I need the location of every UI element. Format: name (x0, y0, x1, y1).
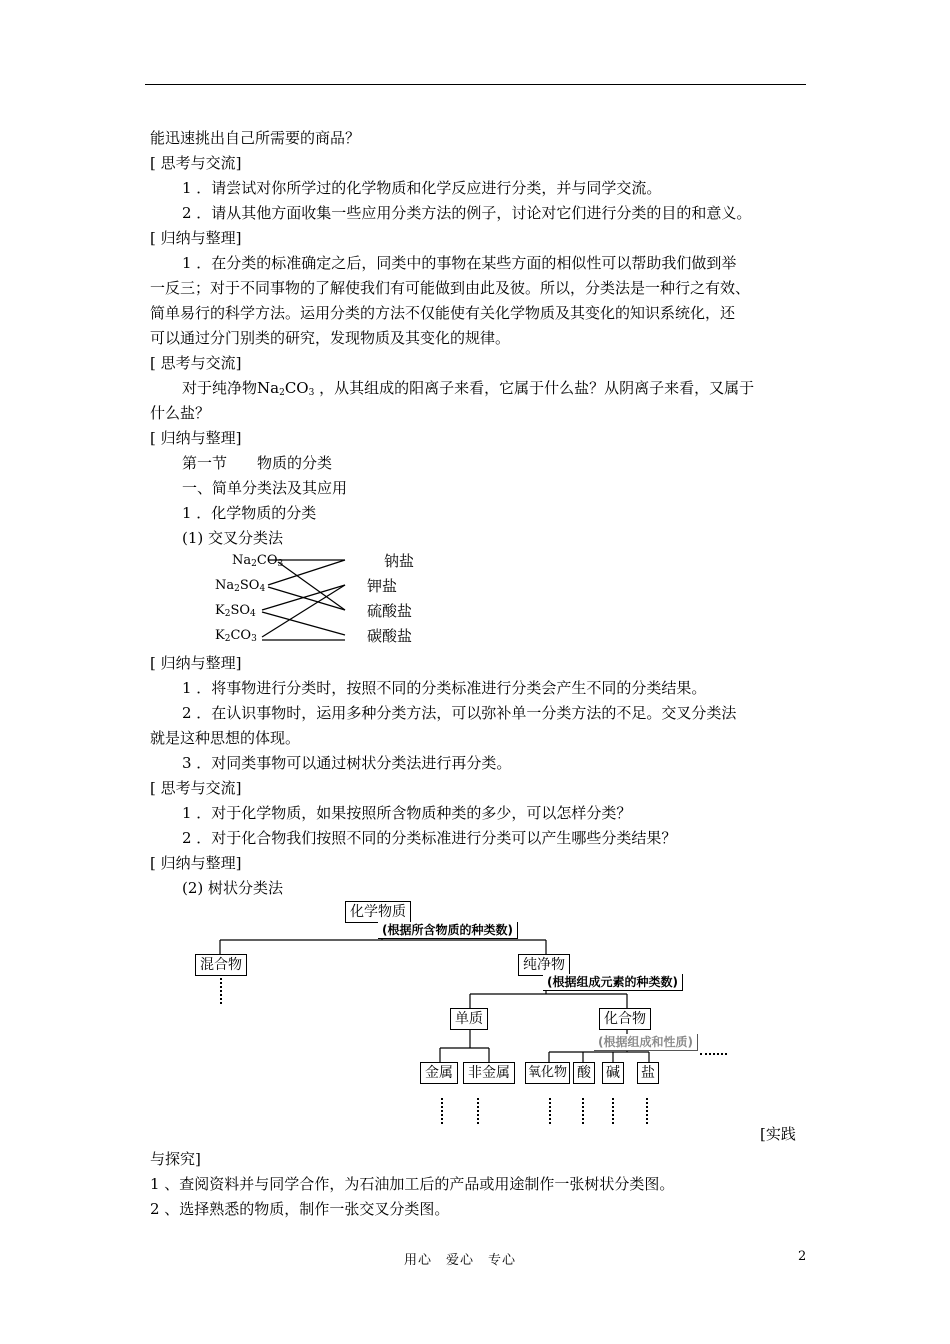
tree-node-metal: 金属 (420, 1062, 458, 1084)
text-line: 1 ．将事物进行分类时，按照不同的分类标准进行分类会产生不同的分类结果。 (182, 679, 707, 697)
tree-ellipsis (700, 1053, 727, 1055)
section-heading: [ 归纳与整理] (150, 854, 242, 872)
text-line: 一反三；对于不同事物的了解使我们有可能做到由此及彼。所以，分类法是一种行之有效、 (150, 279, 751, 297)
tree-ellipsis (612, 1098, 614, 1124)
section-heading: [ 思考与交流] (150, 779, 242, 797)
cross-right-item: 碳酸盐 (367, 627, 413, 645)
cross-right-item: 硫酸盐 (367, 602, 413, 620)
subsection-title: (2) 树状分类法 (182, 879, 284, 897)
text-line: 能迅速挑出自己所需要的商品？ (150, 129, 361, 147)
tree-node-compound: 化合物 (599, 1008, 651, 1030)
cross-left-item: $K_2SO_4$ (215, 603, 256, 619)
text-line: 1 ．请尝试对你所学过的化学物质和化学反应进行分类，并与同学交流。 (182, 179, 662, 197)
text-line: 1 ．在分类的标准确定之后，同类中的事物在某些方面的相似性可以帮助我们做到举 (182, 254, 737, 272)
tree-note-pure: (根据组成元素的种类数) (543, 974, 683, 991)
cross-left-item: $K_2CO_3$ (215, 628, 257, 644)
tree-ellipsis (441, 1098, 443, 1124)
text-line: 3 ．对同类事物可以通过树状分类法进行再分类。 (182, 754, 512, 772)
text-line: 2 ．在认识事物时，运用多种分类方法，可以弥补单一分类方法的不足。交叉分类法 (182, 704, 737, 722)
na2co3-question: 对于纯净物$Na_2CO_3$ ，从其组成的阳离子来看，它属于什么盐？从阴离子来看，又属于 (182, 379, 755, 398)
tree-node-salt: 盐 (637, 1062, 659, 1084)
section-heading: [ 归纳与整理] (150, 429, 242, 447)
tree-ellipsis (477, 1098, 479, 1124)
text-line: 1 ．对于化学物质，如果按照所含物质种类的多少，可以怎样分类？ (182, 804, 632, 822)
subsection-title: 1 ．化学物质的分类 (182, 504, 317, 522)
footer-slogan: 用心 爱心 专心 (404, 1253, 517, 1268)
page-number: 2 (798, 1249, 807, 1264)
cross-right-item: 钠盐 (384, 552, 415, 570)
tree-ellipsis (646, 1098, 648, 1124)
section-heading: [ 归纳与整理] (150, 654, 242, 672)
text-line: 2 、选择熟悉的物质，制作一张交叉分类图。 (150, 1200, 450, 1218)
section-heading: 与探究] (150, 1150, 201, 1168)
chapter-title: 第一节 物质的分类 (182, 454, 333, 472)
tree-node-element: 单质 (450, 1008, 488, 1030)
text-line: 什么盐？ (150, 404, 211, 422)
text-line: 1 、查阅资料并与同学合作，为石油加工后的产品或用途制作一张树状分类图。 (150, 1175, 675, 1193)
cross-left-item: $Na_2SO_4$ (215, 578, 266, 594)
tree-node-pure: 纯净物 (518, 954, 570, 976)
subsection-title: 一、简单分类法及其应用 (182, 479, 348, 497)
section-heading: [ 思考与交流] (150, 154, 242, 172)
tree-node-nonmetal: 非金属 (463, 1062, 515, 1084)
tree-node-chemical-substance: 化学物质 (345, 901, 411, 923)
tree-node-base: 碱 (602, 1062, 624, 1084)
cross-left-item: $Na_2CO_3$ (232, 553, 284, 569)
text-line: 可以通过分门别类的研究，发现物质及其变化的规律。 (150, 329, 511, 347)
tree-node-oxide: 氧化物 (525, 1062, 570, 1084)
tree-ellipsis (549, 1098, 551, 1124)
tree-node-mixture: 混合物 (195, 954, 247, 976)
text-line: 就是这种思想的体现。 (150, 729, 301, 747)
cross-right-item: 钾盐 (367, 577, 398, 595)
tree-ellipsis (220, 978, 222, 1004)
subsection-title: (1) 交叉分类法 (182, 529, 284, 547)
text-line: 2 ．请从其他方面收集一些应用分类方法的例子，讨论对它们进行分类的目的和意义。 (182, 204, 752, 222)
text-line: 2 ．对于化合物我们按照不同的分类标准进行分类可以产生哪些分类结果？ (182, 829, 677, 847)
tree-note-compound: (根据组成和性质) (594, 1034, 698, 1051)
section-heading: [实践 (760, 1125, 796, 1143)
tree-ellipsis (582, 1098, 584, 1124)
section-heading: [ 归纳与整理] (150, 229, 242, 247)
tree-node-acid: 酸 (573, 1062, 595, 1084)
text-line: 简单易行的科学方法。运用分类的方法不仅能使有关化学物质及其变化的知识系统化，还 (150, 304, 736, 322)
tree-note-root: (根据所含物质的种类数) (378, 922, 518, 939)
section-heading: [ 思考与交流] (150, 354, 242, 372)
